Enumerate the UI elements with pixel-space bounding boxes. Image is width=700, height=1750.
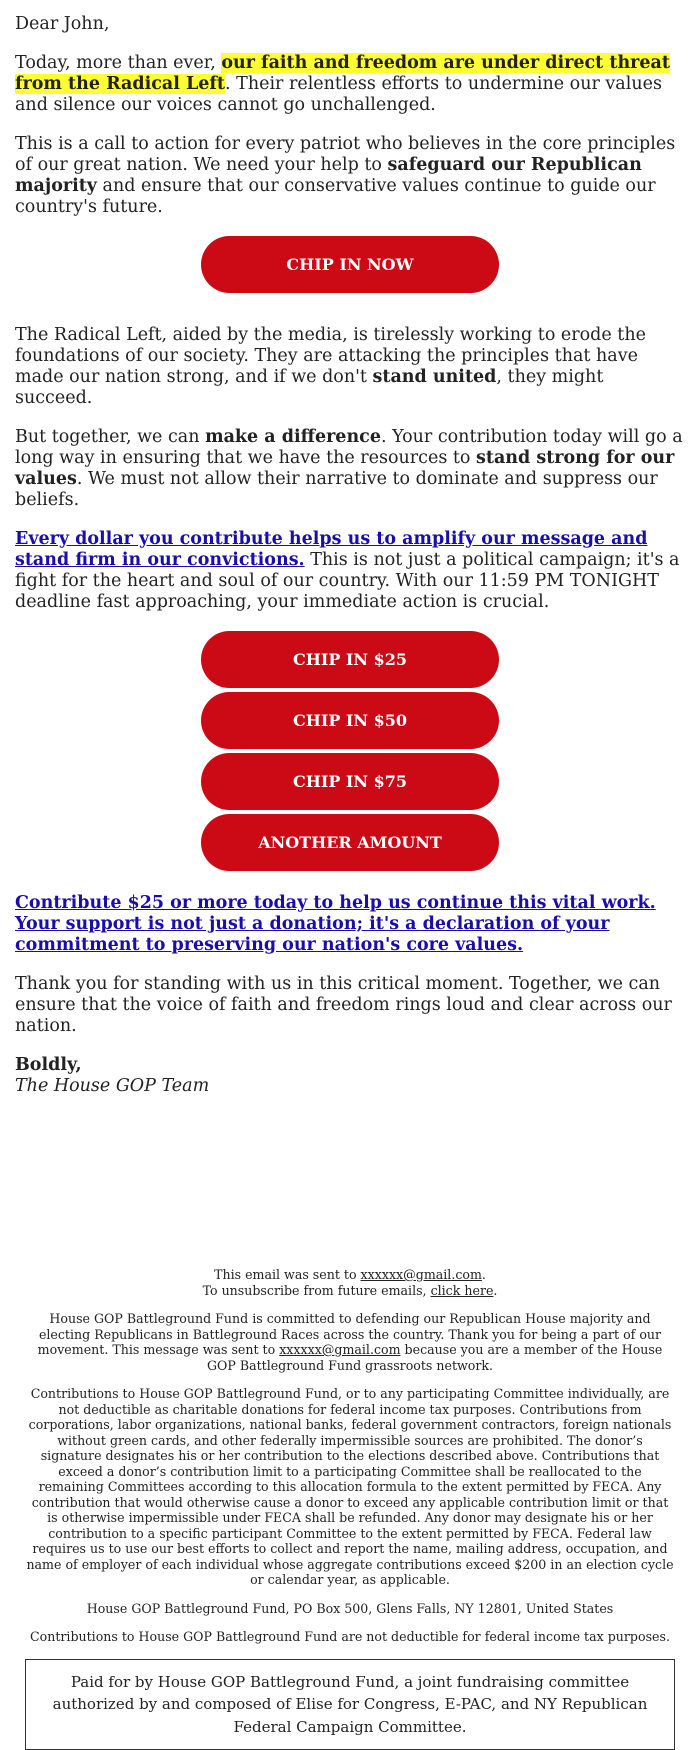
paragraph-together [15,427,685,511]
text: To unsubscribe from future emails, [203,1283,431,1298]
bold-text: stand united [373,367,497,387]
text: , they might succeed. [15,367,603,408]
text: . [482,1267,486,1282]
text: . [493,1283,497,1298]
contribute-link[interactable]: Contribute $25 or more today to help us continue this vital work. Your support is not just a donation; it's a declaration of your commitment to preserving our nation's core values. [15,893,656,955]
footer-address: House GOP Battleground Fund, PO Box 500, Glens Falls, NY 12801, United States [25,1601,675,1617]
text: This is not just a political campaign; it's a fight for the heart and soul of our country. With our 11:59 PM TONIGHT deadline fast approaching, your immediate action is crucial. [15,550,679,612]
text: House GOP Battleground Fund is committed to defending our Republican House majority and electing Republicans in Battleground Races across the country. Thank you for being a part of our movement. This message was sent to [38,1311,661,1357]
paragraph-thank-you: Thank you for standing with us in this critical moment. Together, we can ensure that the voice of faith and freedom rings loud and clear across our nation. [15,974,685,1037]
chip-in-50-row [15,692,685,749]
text: . Your contribution today will go a long way in ensuring that we have the resources to [15,427,683,468]
chip-in-25-button[interactable]: CHIP IN $25 [201,631,499,688]
signoff-text: Boldly, [15,1055,82,1075]
unsubscribe-link[interactable]: click here [431,1283,494,1298]
paragraph-contribute [15,893,685,956]
bold-text: make a difference [205,427,381,447]
cta-row [15,236,685,293]
greeting: Dear John, [15,14,685,35]
another-amount-row [15,814,685,871]
text: This email was sent to [214,1267,360,1282]
footer [15,1267,685,1750]
paragraph-threat [15,53,685,116]
text: Today, more than ever, [15,53,221,73]
chip-in-now-button[interactable]: CHIP IN NOW [201,236,499,293]
text: This is a call to action for every patriot who believes in the core principles of our great nation. We need your help to [15,134,675,175]
every-dollar-link[interactable]: Every dollar you contribute helps us to amplify our message and stand firm in our convictions. [15,529,647,570]
footer-tax-notice: Contributions to House GOP Battleground Fund are not deductible for federal income tax purposes. [25,1629,675,1645]
signoff [15,1055,685,1097]
bold-text: stand strong for our values [15,448,674,489]
paid-for-box: Paid for by House GOP Battleground Fund, a joint fundraising committee authorized by and composed of Elise for Congress, E-PAC, and NY Republican Federal Campaign Committee. [25,1659,675,1750]
member-email-link[interactable]: xxxxxx@gmail.com [279,1342,400,1357]
paragraph-radical-left [15,325,685,409]
text: because you are a member of the House GOP Battleground Fund grassroots network. [207,1342,662,1373]
chip-in-75-row [15,753,685,810]
chip-in-50-button[interactable]: CHIP IN $50 [201,692,499,749]
text: But together, we can [15,427,205,447]
footer-legal: Contributions to House GOP Battleground Fund, or to any participating Committee individually, are not deductible as charitable donations for federal income tax purposes. Contributions from corporations, labor organizations, national banks, federal government contractors, foreign nationals without green cards, and other federally impermissible sources are prohibited. The donor’s signature designates his or her contribution to the elections described above. Contributions that exceed a donor’s contribution limit to a participating Committee shall be reallocated to the remaining Committees according to this allocation formula to the extent permitted by FECA. Any contribution that would otherwise cause a donor to exceed any applicable contribution limit or that is otherwise impermissible under FECA shall be refunded. Any donor may designate his or her contribution to a specific participant Committee to the extent permitted by FECA. Federal law requires us to use our best efforts to collect and report the name, mailing address, occupation, and name of employer of each individual whose aggregate contributions exceed $200 in an election cycle or calendar year, as applicable. [25,1386,675,1588]
signature: The House GOP Team [15,1076,209,1096]
paragraph-call-to-action [15,134,685,218]
text: . We must not allow their narrative to dominate and suppress our beliefs. [15,469,658,510]
footer-sent-to [25,1267,675,1298]
highlighted-text: our faith and freedom are under direct threat from the Radical Left [15,53,670,94]
text: The Radical Left, aided by the media, is tirelessly working to erode the foundations of our society. They are attacking the principles that have made our nation strong, and if we don't [15,325,646,387]
footer-about [25,1311,675,1373]
recipient-email-link[interactable]: xxxxxx@gmail.com [361,1267,482,1282]
bold-text: safeguard our Republican majority [15,155,642,196]
chip-in-75-button[interactable]: CHIP IN $75 [201,753,499,810]
another-amount-button[interactable]: ANOTHER AMOUNT [201,814,499,871]
text: . Their relentless efforts to undermine our values and silence our voices cannot go unchallenged. [15,74,662,115]
text: and ensure that our conservative values continue to guide our country's future. [15,176,656,217]
paragraph-every-dollar [15,529,685,613]
chip-in-25-row [15,631,685,688]
